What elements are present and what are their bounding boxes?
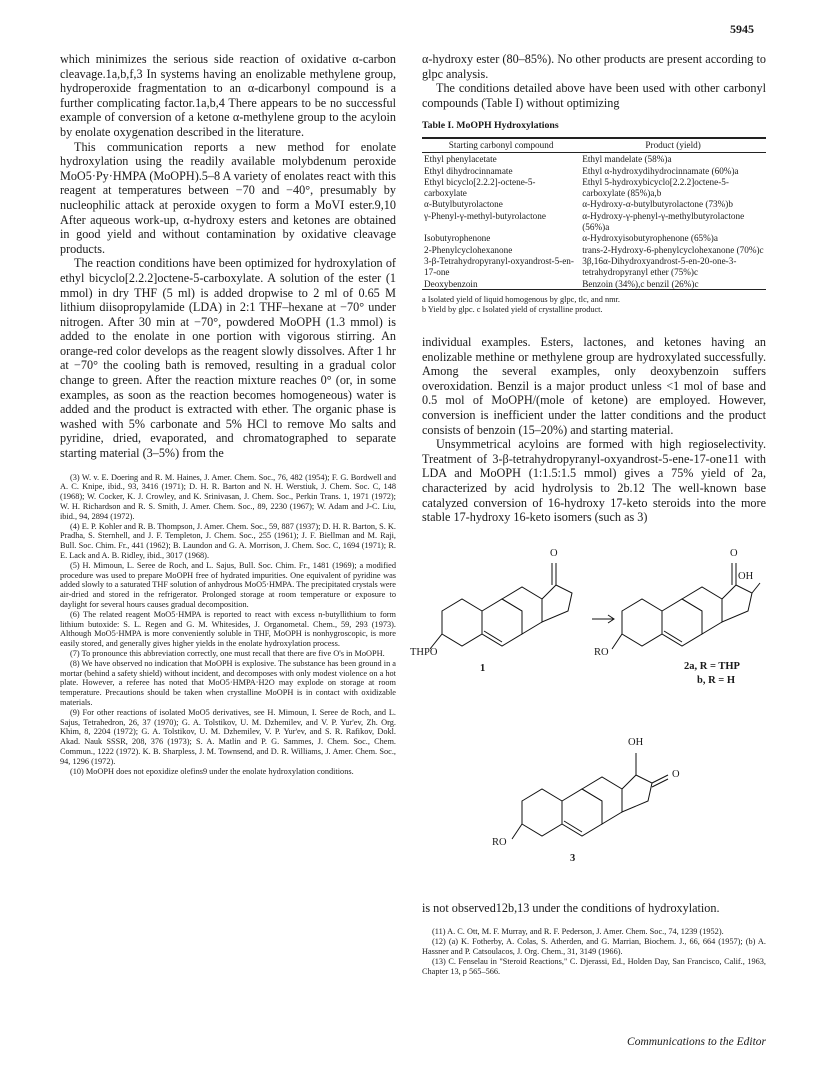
table-row — [422, 278, 766, 290]
footnote: (6) The related reagent MoO5·HMPA is reported to react with excess n-butyllithium to form lithium butoxide: S. L. Regen and G. M. Whitesides, J. Organometal. Chem., 59, 293 (1973). Although MoO5·HMPA is more conveniently soluble in THF, MoOPH is nonhygroscopic, is more easily stored, and generally gives higher yields in the enolate hydroxylation process. — [60, 609, 396, 649]
paragraph: Unsymmetrical acyloins are formed with high regioselectivity. Treatment of 3-β-tetrahydropyranyl-oxyandrost-5-ene-17-one11 with LDA and MoOPH (1:1.5:1.5 mmol) gives a 75% yield of 2a, characterized by acid hydrolysis to 2b.12 The well-known base catalyzed conversion of 16-hydroxy 17-keto steroids into the more stable 17-hydroxy 16-keto isomers (such as 3) — [422, 437, 766, 525]
column-header: Product (yield) — [580, 138, 766, 152]
compound-number: 1 — [480, 662, 486, 674]
starting-compound-cell: α-Butylbutyrolactone — [424, 199, 503, 210]
right-column — [410, 52, 766, 976]
starting-compound-cell: 3-β-Tetrahydropyranyl-oxyandrost-5-en-17-one — [424, 256, 574, 277]
hydroxyl-label: OH — [628, 736, 644, 748]
structure-3 — [512, 753, 668, 839]
footnote: (5) H. Mimoun, L. Seree de Roch, and L. Sajus, Bull. Soc. Chim. Fr., 1481 (1969); a modified procedure was used to prepare MoOPH free of hydrated impurities. One equivalent of pyridine was added slowly to a saturated THF solution of anhydrous MoO5·HMPA. The precipitated crystals were air-dried and stored in the refrigerator. Prolonged storage at room temperature or exposure to daylight for several hours causes gradual decomposition. — [60, 560, 396, 609]
product-cell: Benzoin (34%),c benzil (26%)c — [582, 278, 699, 289]
starting-compound-cell: Isobutyrophenone — [424, 233, 491, 244]
oxo-label: O — [730, 547, 738, 559]
ro-label: RO — [594, 646, 609, 658]
table-note: a Isolated yield of liquid homogenous by glpc, tlc, and nmr. — [422, 295, 620, 305]
starting-compound-cell: Ethyl phenylacetate — [424, 153, 497, 164]
paragraph: α-hydroxy ester (80–85%). No other products are present according to glpc analysis. — [422, 52, 766, 81]
footnote: (7) To pronounce this abbreviation correctly, one must recall that there are five O's in MoOPH. — [70, 648, 385, 658]
paragraph: The reaction conditions have been optimized for hydroxylation of ethyl bicyclo[2.2.2]octene-5-carboxylate. A solution of the ester (1 mmol) in dry THF (5 ml) is added dropwise to 2 ml of 0.65 M lithium diisopropylamide (LDA) in 2:1 THF–hexane at −70° under nitrogen. After 30 min at −70°, powdered MoOPH (1.3 mmol) is added to the enolate in one portion with vigorous stirring. An orange-red color develops as the reagent slowly dissolves. After 1 hr at −70° the cooling bath is removed, resulting in a gradual color change to green. After the reaction mixture reaches 0° (or, in some examples, as soon as the reaction becomes homogeneous) water is added and the product is extracted with ether. The organic phase is washed with 5% carbonate and 5% HCl to remove Mo salts and pyridine, dried, evaporated, and chromatographed to separate starting material (3–5%) from the — [60, 256, 396, 461]
starting-compound-cell: Ethyl bicyclo[2.2.2]-octene-5-carboxylate — [424, 177, 536, 198]
compound-number: 2a, R = THP — [684, 660, 740, 672]
table-notes — [422, 295, 766, 315]
table-row — [422, 210, 766, 232]
table-row — [422, 176, 766, 198]
table-row — [422, 255, 766, 277]
oxo-label: O — [672, 768, 680, 780]
starting-compound-cell: Ethyl dihydrocinnamate — [424, 165, 513, 176]
oxo-label: O — [550, 547, 558, 559]
product-cell: trans-2-Hydroxy-6-phenylcyclohexanone (70%)c — [582, 244, 764, 255]
starting-compound-cell: 2-Phenylcyclohexanone — [424, 244, 513, 255]
table-note: b Yield by glpc. c Isolated yield of crystalline product. — [422, 305, 603, 315]
table-caption: Table I. MoOPH Hydroxylations — [422, 120, 559, 132]
compound-number: 3 — [570, 852, 576, 864]
paragraph: is not observed12b,13 under the conditions of hydroxylation. — [422, 900, 720, 915]
product-cell: Ethyl mandelate (58%)a — [582, 153, 672, 164]
footnotes-right — [422, 927, 766, 976]
footnote: (8) We have observed no indication that MoOPH is explosive. The substance has been ground in a mortar (behind a safety shield) without incident, and decomposes with only modest violence on a hot plate. However, a referee has noted that MoO5·HMPA·H2O may explode on storage at room temperature. Precautions should be taken when crystalline MoOPH is in contact with oxidizable materials. — [60, 658, 396, 707]
section-footer: Communications to the Editor — [627, 1036, 766, 1048]
hydroxylation-table — [422, 137, 766, 290]
ro-label: RO — [492, 836, 507, 848]
structure-1 — [430, 563, 572, 649]
table-row — [422, 244, 766, 256]
paragraph: The conditions detailed above have been used with other carbonyl compounds (Table I) without optimizing — [422, 81, 766, 110]
table-row — [422, 152, 766, 164]
product-cell: α-Hydroxy-α-butylbutyrolactone (73%)b — [582, 199, 733, 210]
footnote: (3) W. v. E. Doering and R. M. Haines, J. Amer. Chem. Soc., 76, 482 (1954); F. G. Bordwell and A. C. Knipe, ibid., 93, 3416 (1971); D. H. R. Barton and N. H. Werstiuk, J. Chem. Soc. C, 148 (1968); W. Cocker, K. J. Crowley, and K. Srinivasan, J. Chem. Soc., Perkin Trans. 1, 1971 (1972); W. H. Richardson and R. S. Smith, J. Amer. Chem. Soc., 89, 2230 (1967); W. Adam and J-C. Liu, ibid., 94, 2894 (1972). — [60, 472, 396, 521]
product-cell: Ethyl α-hydroxydihydrocinnamate (60%)a — [582, 165, 739, 176]
table-row — [422, 198, 766, 210]
starting-compound-cell: Deoxybenzoin — [424, 278, 478, 289]
product-cell: α-Hydroxyisobutyrophenone (65%)a — [582, 233, 718, 244]
compound-number: b, R = H — [697, 674, 736, 686]
steroid-structures — [422, 531, 766, 901]
table-row — [422, 165, 766, 177]
table-row — [422, 232, 766, 244]
column-header: Starting carbonyl compound — [422, 138, 580, 152]
footnote: (4) E. P. Kohler and R. B. Thompson, J. Amer. Chem. Soc., 59, 887 (1937); D. H. R. Barton, S. K. Pradha, S. Sternhell, and J. F. Templeton, J. Chem. Soc., 255 (1961); J. F. Biellman and M. Raji, Bull. Soc. Chim. Fr., 441 (1962); B. Laundon and G. A. Morrison, J. Chem. Soc. C, 1694 (1971); R. E. Lack and A. B. Ridley, ibid., 3017 (1968). — [60, 521, 396, 560]
starting-compound-cell: γ-Phenyl-γ-methyl-butyrolactone — [424, 210, 546, 221]
footnote: (13) C. Fenselau in "Steroid Reactions," C. Djerassi, Ed., Holden Day, San Francisco, Calif., 1963, Chapter 13, p 565–566. — [422, 956, 766, 976]
thpo-label: THPO — [410, 646, 438, 658]
left-column — [60, 52, 396, 776]
product-cell: α-Hydroxy-γ-phenyl-γ-methylbutyrolactone (56%)a — [582, 210, 745, 232]
footnote: (10) MoOPH does not epoxidize olefins9 under the enolate hydroxylation conditions. — [70, 766, 354, 776]
product-cell: 3β,16α-Dihydroxyandrost-5-en-20-one-3-tetrahydropyranyl ether (75%)c — [582, 256, 737, 277]
paragraph: individual examples. Esters, lactones, and ketones having an enolizable methine or methylene group are hydroxylated successfully. Among the several examples, only deoxybenzoin suffers overoxidation. Benzil is a major product unless <1 mol of base and 0.5 mol of MoOPH/(mole of ketone) are employed. However, conversion is inefficient under the latter conditions and the product consists of benzoin (15–20%) and starting material. — [422, 335, 766, 437]
product-cell: Ethyl 5-hydroxybicyclo[2.2.2]octene-5-carboxylate (85%)a,b — [582, 177, 729, 198]
footnote: (12) (a) K. Fotherby, A. Colas, S. Atherden, and G. Marrian, Biochem. J., 66, 664 (1957); (b) A. Hassner and P. Catsoulacos, J. Org. Chem., 31, 3149 (1966). — [422, 937, 766, 956]
hydroxyl-label: OH — [738, 570, 754, 582]
footnote: (11) A. C. Ott, M. F. Murray, and R. F. Pederson, J. Amer. Chem. Soc., 74, 1239 (1952). — [432, 927, 724, 937]
paragraph: which minimizes the serious side reaction of oxidative α-carbon cleavage.1a,b,f,3 In systems having an enolizable methylene group, hydroperoxide fragmentation to an α-dicarbonyl compound is a further complicating factor.1a,b,4 There appears to be no successful example of conversion of a ketone α-methylene group to the acyloin by enolate oxygenation described in the literature. — [60, 52, 396, 139]
footnotes-left — [60, 473, 396, 777]
page-number: 5945 — [730, 22, 754, 36]
paragraph: This communication reports a new method for enolate hydroxylation using the readily available molybdenum peroxide MoO5·Py·HMPA (MoOPH).5–8 A variety of enolates react with this reagent at temperatures between −70 and −40°, presumably by nucleophilic attack at peroxide oxygen to form a MoVI ester.9,10 After aqueous work-up, α-hydroxy esters and ketones are obtained in good yield and without contamination by oxidative cleavage products. — [60, 139, 396, 256]
steroid-scheme — [410, 531, 766, 901]
footnote: (9) For other reactions of isolated MoO5 derivatives, see H. Mimoun, I. Seree de Roch, and L. Sajus, Tetrahedron, 26, 37 (1970); G. A. Tolstikov, U. M. Dzhemilev, and V. P. Yur'ev, Zh. Org. Khim, 8, 2204 (1972); G. A. Tolstikov, U. M. Dzhemilev, V. P. Yur'ev, and S. R. Rafikov, Dokl. Akad. Nauk SSSR, 208, 376 (1973); S. A. Matlin and P. G. Sammes, J. Chem. Soc., Chem. Commun., 1222 (1972). K. B. Sharpless, J. M. Townsend, and D. R. Williams, J. Amer. Chem. Soc., 94, 1296 (1972). — [60, 707, 396, 766]
